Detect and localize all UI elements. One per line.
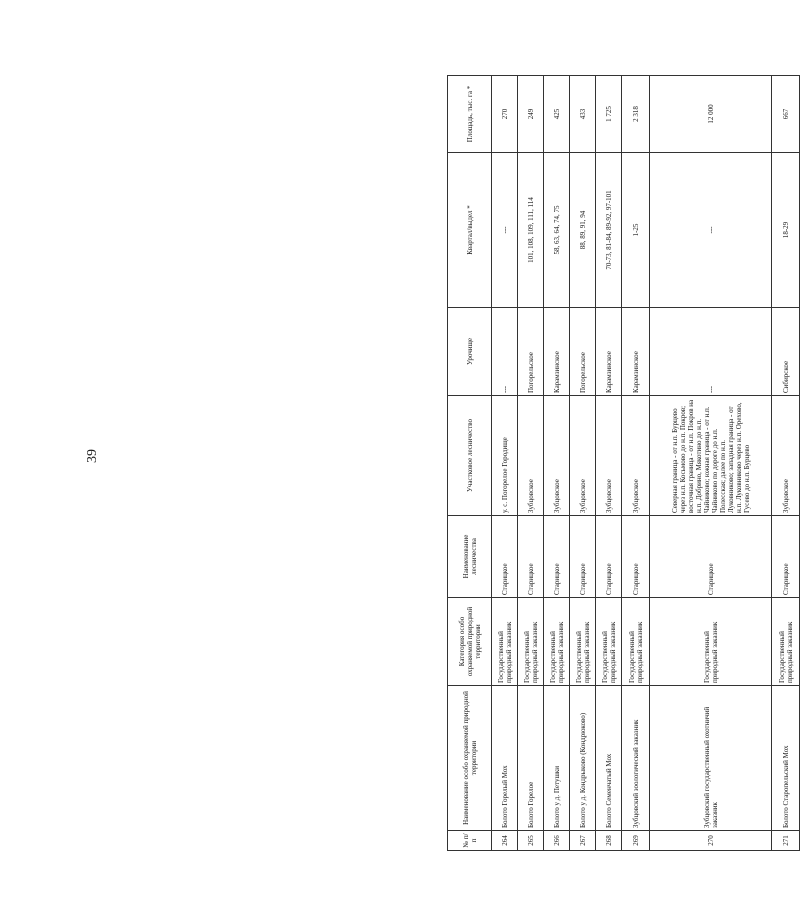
table-row: [492, 76, 518, 851]
cell-name: Болото Семенчатый Мох: [596, 686, 622, 831]
cell-area: 425: [544, 76, 570, 153]
cell-district: Зубцовское: [772, 396, 800, 516]
cell-category: Государственный природный заказник: [544, 598, 570, 686]
cell-tract: Карамзинское: [622, 308, 650, 396]
header-forestry: Наименование лесничества: [448, 516, 492, 598]
cell-district: Северная граница - от н.п. Бурцево через н.п. Косьмово до н.п. Покров; восточная граница - от н.п. Покров на н.п. Добрино, Мякотино до н.п. Чайниково; южная граница - от н.п. Чайниково по дороге до н.п. Полесская; далее по н.п. Луковниково; западная граница - от н.п. Луковниково через н.п. Орехово, Гусево до н.п. Бурцево: [650, 396, 772, 516]
cell-quarters: 58, 63, 64, 74, 75: [544, 153, 570, 308]
cell-name: Болото Горелый Мох: [492, 686, 518, 831]
cell-tract: Сибирское: [772, 308, 800, 396]
cell-area: 270: [492, 76, 518, 153]
cell-num: 264: [492, 831, 518, 851]
table-row: [570, 76, 596, 851]
header-district: Участковое лесничество: [448, 396, 492, 516]
cell-quarters: ---: [492, 153, 518, 308]
cell-area: 12 000: [650, 76, 772, 153]
cell-tract: Погорельское: [518, 308, 544, 396]
cell-district: Зубцовское: [596, 396, 622, 516]
cell-num: 265: [518, 831, 544, 851]
cell-name: Зубцовский зоологический заказник: [622, 686, 650, 831]
cell-area: 2 318: [622, 76, 650, 153]
cell-name: Болото у д. Петушки: [544, 686, 570, 831]
cell-forestry: Старицкое: [650, 516, 772, 598]
cell-quarters: 101, 108, 109, 111, 114: [518, 153, 544, 308]
cell-forestry: Старицкое: [518, 516, 544, 598]
cell-num: 268: [596, 831, 622, 851]
table-header-row: [448, 76, 492, 851]
cell-tract: ---: [650, 308, 772, 396]
cell-quarters: ---: [650, 153, 772, 308]
cell-tract: Карамзинское: [596, 308, 622, 396]
cell-forestry: Старицкое: [772, 516, 800, 598]
protected-areas-table: [447, 75, 800, 851]
cell-quarters: 70-73, 81-84, 89-92, 97-101: [596, 153, 622, 308]
cell-category: Государственный природный заказник: [492, 598, 518, 686]
cell-tract: ---: [492, 308, 518, 396]
cell-area: 1 725: [596, 76, 622, 153]
page-number: 39: [85, 449, 100, 463]
cell-num: 270: [650, 831, 772, 851]
cell-district: Зубцовское: [544, 396, 570, 516]
table-row: [518, 76, 544, 851]
header-area: Площадь, тыс. га *: [448, 76, 492, 153]
cell-forestry: Старицкое: [596, 516, 622, 598]
cell-num: 267: [570, 831, 596, 851]
cell-num: 269: [622, 831, 650, 851]
cell-quarters: 1-25: [622, 153, 650, 308]
table-row: [622, 76, 650, 851]
cell-forestry: Старицкое: [622, 516, 650, 598]
table-row: [544, 76, 570, 851]
cell-name: Болото Горелое: [518, 686, 544, 831]
table-row: [650, 76, 772, 851]
cell-category: Государственный природный заказник: [570, 598, 596, 686]
cell-num: 271: [772, 831, 800, 851]
cell-quarters: 18-29: [772, 153, 800, 308]
cell-area: 249: [518, 76, 544, 153]
cell-forestry: Старицкое: [544, 516, 570, 598]
cell-category: Государственный природный заказник: [772, 598, 800, 686]
cell-name: Болото у д. Кондрыково (Кондрюково): [570, 686, 596, 831]
cell-num: 266: [544, 831, 570, 851]
cell-district: Зубцовское: [622, 396, 650, 516]
cell-quarters: 88, 89, 91, 94: [570, 153, 596, 308]
cell-category: Государственный природный заказник: [622, 598, 650, 686]
cell-category: Государственный природный заказник: [518, 598, 544, 686]
cell-category: Государственный природный заказник: [596, 598, 622, 686]
rotated-table-wrapper: [447, 76, 799, 851]
cell-tract: Погорельское: [570, 308, 596, 396]
cell-forestry: Старицкое: [570, 516, 596, 598]
cell-tract: Карамзинское: [544, 308, 570, 396]
header-quarters: Квартал/выдел *: [448, 153, 492, 308]
table-row: [772, 76, 800, 851]
cell-name: Зубцовский государственный охотничий заказник: [650, 686, 772, 831]
header-name: Наименование особо охраняемой природной территории: [448, 686, 492, 831]
header-num: № п/п: [448, 831, 492, 851]
cell-area: 667: [772, 76, 800, 153]
cell-category: Государственный природный заказник: [650, 598, 772, 686]
cell-forestry: Старицкое: [492, 516, 518, 598]
table-row: [596, 76, 622, 851]
header-tract: Урочище: [448, 308, 492, 396]
cell-district: Зубцовское: [518, 396, 544, 516]
cell-name: Болото Старопельский Мох: [772, 686, 800, 831]
cell-district: Зубцовское: [570, 396, 596, 516]
cell-area: 433: [570, 76, 596, 153]
cell-district: у. с. Погорелое Городище: [492, 396, 518, 516]
header-category: Категория особо охраняемой природной территории: [448, 598, 492, 686]
